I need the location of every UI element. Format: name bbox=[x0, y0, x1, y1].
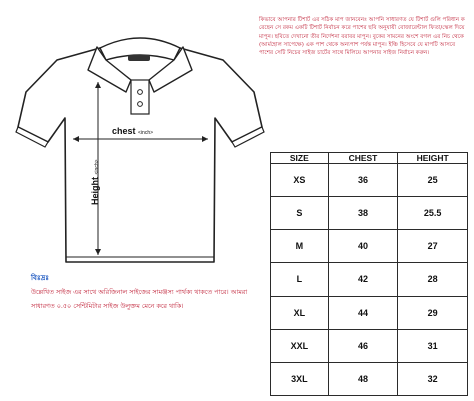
chest-label bbox=[112, 126, 153, 136]
height-cell: 28 bbox=[398, 263, 468, 296]
height-label bbox=[90, 159, 100, 205]
table-row bbox=[271, 329, 468, 362]
height-cell: 25.5 bbox=[398, 197, 468, 230]
size-cell: M bbox=[271, 230, 329, 263]
chest-cell: 36 bbox=[328, 164, 398, 197]
height-cell: 25 bbox=[398, 164, 468, 197]
header-size: SIZE bbox=[271, 153, 329, 164]
height-unit: <inch> bbox=[94, 159, 100, 175]
table-row bbox=[271, 362, 468, 395]
chest-label-text: chest bbox=[112, 126, 136, 136]
height-cell: 29 bbox=[398, 296, 468, 329]
header-height: HEIGHT bbox=[398, 153, 468, 164]
table-header-row bbox=[271, 153, 468, 164]
height-label-text: Height bbox=[90, 177, 100, 205]
header-chest: CHEST bbox=[328, 153, 398, 164]
button-2 bbox=[138, 102, 143, 107]
height-cell: 27 bbox=[398, 230, 468, 263]
chest-cell: 46 bbox=[328, 329, 398, 362]
size-cell: S bbox=[271, 197, 329, 230]
chest-cell: 38 bbox=[328, 197, 398, 230]
height-cell: 32 bbox=[398, 362, 468, 395]
table-row bbox=[271, 164, 468, 197]
chest-cell: 40 bbox=[328, 230, 398, 263]
chest-cell: 48 bbox=[328, 362, 398, 395]
placket bbox=[131, 80, 149, 114]
chest-cell: 44 bbox=[328, 296, 398, 329]
size-cell: L bbox=[271, 263, 329, 296]
shirt-diagram bbox=[0, 0, 268, 270]
button-1 bbox=[138, 90, 143, 95]
table-row bbox=[271, 296, 468, 329]
note-heading: বিঃদ্রঃ bbox=[31, 274, 50, 282]
measurement-instructions: কিভাবে আপনার টিশার্ট এর সঠিক মাপ জানবেনঃ আপনি সাধারণত যে টিশার্ট গুলি পরিধান করেছেন সে রকম একটি টিশার্ট নির্বাচন করে পাশের ছবি অনুযায়ী বোজারেন্টাল ফিতা/স্কেল দিয়ে মাপুন। ছবিতে দেখানো তীর নির্দেশনা বরাবর মাপুন। বুকের সামনের অংশে বগল এর নিচ থেকে (আর্মহোল সাপেক্ষে) এক পাশ থেকে অন্যপাশ পর্যন্ত মাপুন। ইঞ্চি হিসেবে যে মাপটি আসবে পাশের সেটি নিচের সাইজ চার্টের সাথে মিলিয়ে আপনার সাইজ নির্বাচন করুন। bbox=[259, 17, 465, 57]
size-cell: XXL bbox=[271, 329, 329, 362]
table-row bbox=[271, 230, 468, 263]
height-cell: 31 bbox=[398, 329, 468, 362]
note-text: উল্লেখিত সাইজ এর সাথে অরিজিনাল সাইজের সামঞ্জস্য পার্থক্য থাকতে পারে। আমরা সাধারণত ০.৫০ সেন্টিমিটার সাইজ উলুক্তম মেনে করে থাকি। bbox=[31, 288, 248, 310]
table-row bbox=[271, 197, 468, 230]
neck-tag bbox=[128, 55, 150, 61]
size-cell: XL bbox=[271, 296, 329, 329]
chest-cell: 42 bbox=[328, 263, 398, 296]
size-cell: XS bbox=[271, 164, 329, 197]
chest-unit: <inch> bbox=[138, 130, 154, 136]
table-row bbox=[271, 263, 468, 296]
size-chart-table bbox=[270, 152, 468, 396]
size-cell: 3XL bbox=[271, 362, 329, 395]
